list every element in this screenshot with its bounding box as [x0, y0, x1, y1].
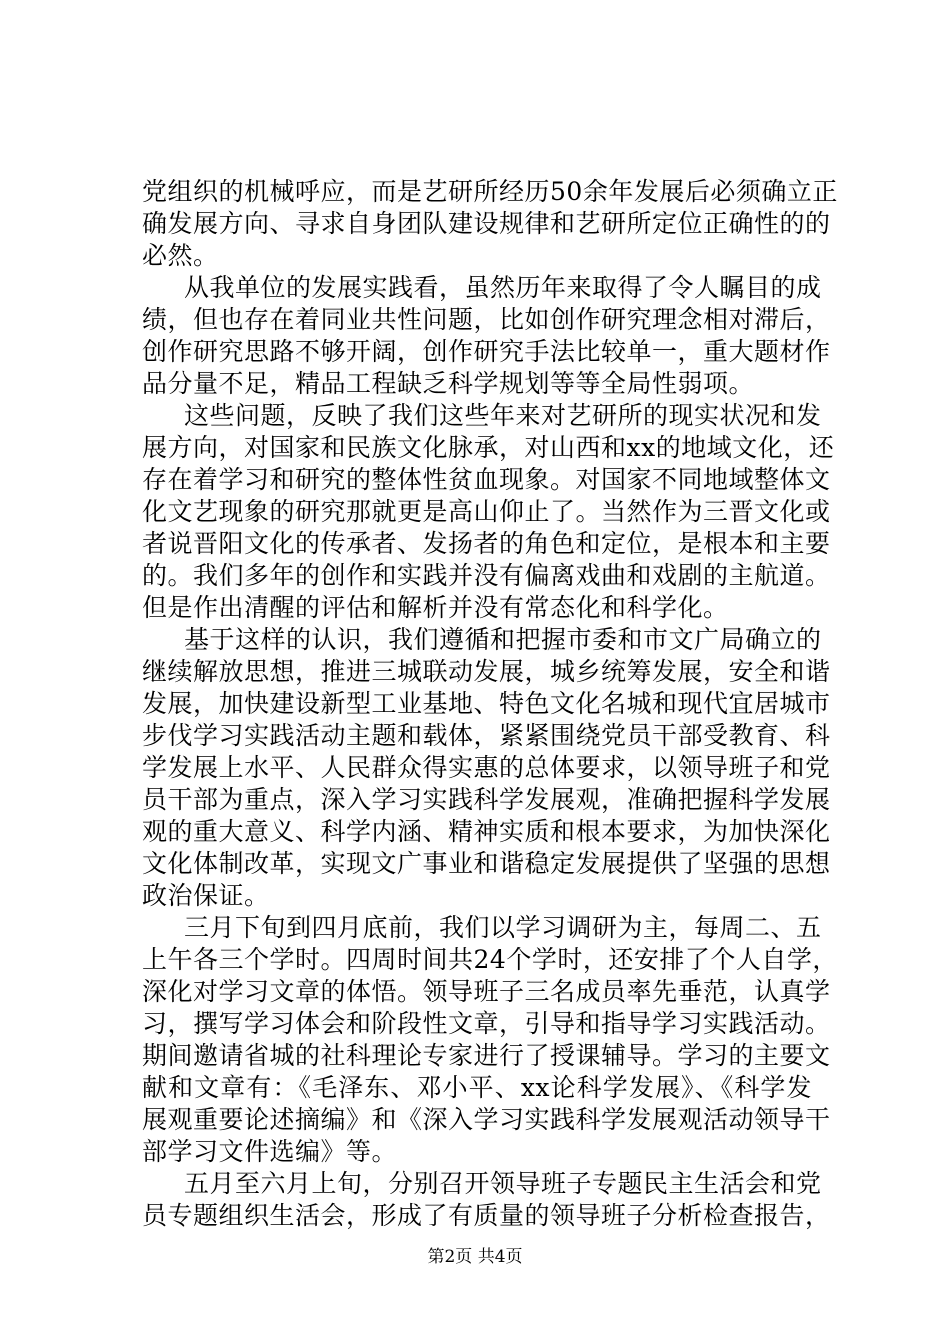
text-line: 绩，但也存在着同业共性问题，比如创作研究理念相对滞后， [142, 305, 831, 334]
text-line: 必然。 [142, 241, 219, 270]
paragraph [142, 272, 831, 400]
text-line: 展方向，对国家和民族文化脉承，对山西和xx的地域文化，还 [142, 433, 835, 462]
text-line: 从我单位的发展实践看，虽然历年来取得了令人瞩目的成 [184, 273, 822, 302]
paragraph [142, 176, 838, 272]
text-line: 这些问题，反映了我们这些年来对艺研所的现实状况和发 [184, 401, 822, 430]
text-line: 创作研究思路不够开阔，创作研究手法比较单一，重大题材作 [142, 337, 831, 366]
paragraph [142, 912, 838, 1168]
text-line: 者说晋阳文化的传承者、发扬者的角色和定位，是根本和主要 [142, 529, 831, 558]
text-line: 但是作出清醒的评估和解析并没有常态化和科学化。 [142, 593, 729, 622]
text-line: 期间邀请省城的社科理论专家进行了授课辅导。学习的主要文 [142, 1041, 831, 1070]
text-line: 五月至六月上旬，分别召开领导班子专题民主生活会和党 [184, 1169, 822, 1198]
text-line: 存在着学习和研究的整体性贫血现象。对国家不同地域整体文 [142, 465, 831, 494]
paragraph [142, 400, 835, 624]
text-line: 发展，加快建设新型工业基地、特色文化名城和现代宜居城市 [142, 689, 831, 718]
paragraph [142, 1168, 831, 1232]
document-body [142, 176, 838, 1232]
text-line: 习，撰写学习体会和阶段性文章，引导和指导学习实践活动。 [142, 1009, 831, 1038]
text-line: 党组织的机械呼应，而是艺研所经历50余年发展后必须确立正 [142, 177, 838, 206]
paragraph [142, 624, 831, 912]
text-line: 员干部为重点，深入学习实践科学发展观，准确把握科学发展 [142, 785, 831, 814]
text-line: 步伐学习实践活动主题和载体，紧紧围绕党员干部受教育、科 [142, 721, 831, 750]
text-line: 献和文章有：《毛泽东、邓小平、xx论科学发展》、《科学发 [142, 1073, 812, 1102]
text-line: 基于这样的认识，我们遵循和把握市委和市文广局确立的 [184, 625, 822, 654]
text-line: 三月下旬到四月底前，我们以学习调研为主，每周二、五 [184, 913, 822, 942]
text-line: 观的重大意义、科学内涵、精神实质和根本要求，为加快深化 [142, 817, 831, 846]
text-line: 确发展方向、寻求自身团队建设规律和艺研所定位正确性的的 [142, 209, 831, 238]
text-line: 品分量不足，精品工程缺乏科学规划等等全局性弱项。 [142, 369, 755, 398]
text-line: 部学习文件选编》等。 [142, 1137, 398, 1166]
page-footer: 第2页 共4页 [427, 1247, 523, 1267]
text-line: 上午各三个学时。四周时间共24个学时，还安排了个人自学， [142, 945, 838, 974]
text-line: 文化体制改革，实现文广事业和谐稳定发展提供了坚强的思想 [142, 849, 831, 878]
text-line: 的。我们多年的创作和实践并没有偏离戏曲和戏剧的主航道。 [142, 561, 831, 590]
text-line: 学发展上水平、人民群众得实惠的总体要求，以领导班子和党 [142, 753, 831, 782]
text-line: 展观重要论述摘编》和《深入学习实践科学发展观活动领导干 [142, 1105, 831, 1134]
text-line: 化文艺现象的研究那就更是高山仰止了。当然作为三晋文化或 [142, 497, 831, 526]
text-line: 深化对学习文章的体悟。领导班子三名成员率先垂范，认真学 [142, 977, 831, 1006]
text-line: 员专题组织生活会，形成了有质量的领导班子分析检查报告， [142, 1201, 831, 1230]
text-line: 继续解放思想，推进三城联动发展，城乡统筹发展，安全和谐 [142, 657, 831, 686]
text-line: 政治保证。 [142, 881, 270, 910]
